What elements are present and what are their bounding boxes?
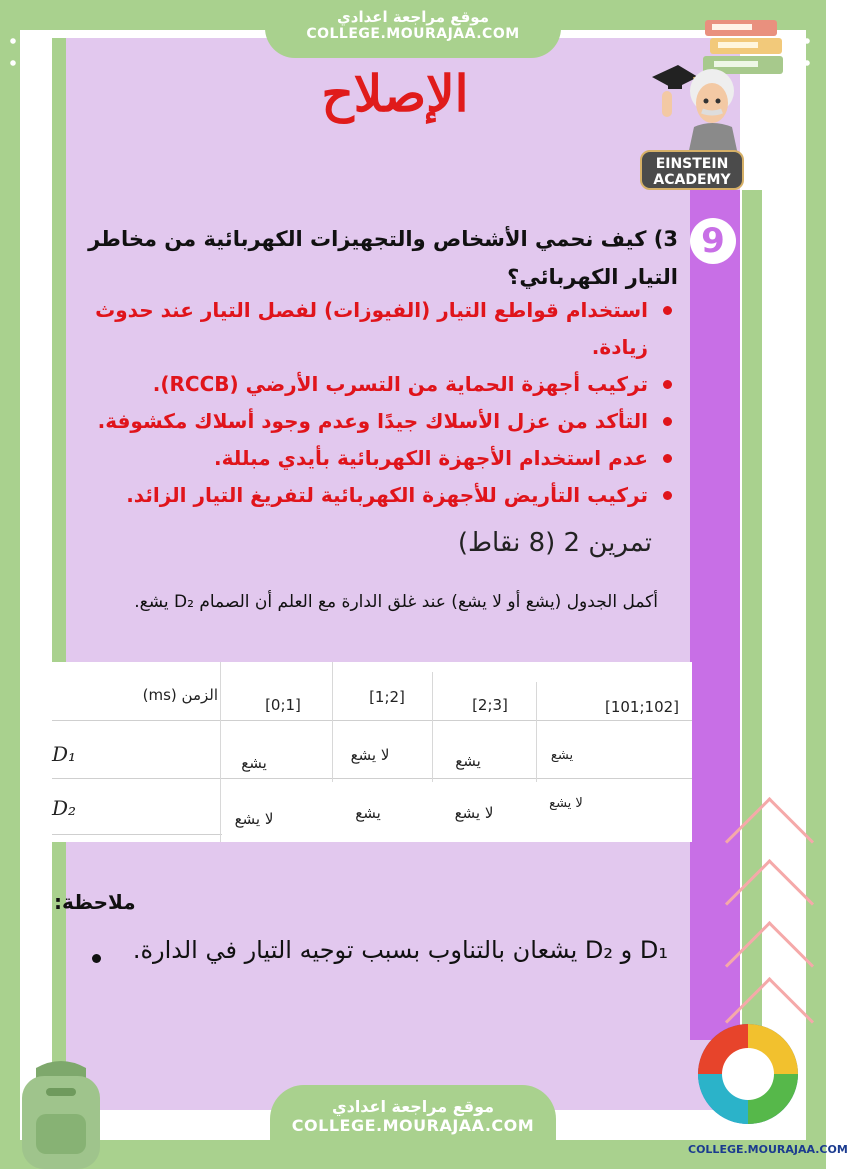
answer-item: تركيب أجهزة الحماية من التسرب الأرضي (RCCB). <box>66 366 678 403</box>
answer-table <box>52 662 692 842</box>
answer-item: تركيب التأريض للأجهزة الكهربائية لتفريغ التيار الزائد. <box>66 477 678 514</box>
table-divider <box>52 778 692 779</box>
wheel-caption[interactable]: COLLEGE.MOURAJAA.COM <box>688 1143 848 1156</box>
table-divider <box>536 682 537 782</box>
table-cell: لا يشع <box>454 804 494 822</box>
answer-item: استخدام قواطع التيار (الفيوزات) لفصل التيار عند حدوث زيادة. <box>66 292 678 366</box>
bottom-site-url[interactable]: COLLEGE.MOURAJAA.COM <box>291 1116 535 1135</box>
table-cell: لا يشع <box>350 746 390 764</box>
note-title: ملاحظة: <box>54 890 136 914</box>
table-interval: [2;3] <box>472 696 508 714</box>
table-cell: يشع <box>355 804 381 822</box>
table-interval: [0;1] <box>265 696 301 714</box>
answer-item: التأكد من عزل الأسلاك جيدًا وعدم وجود أسلاك مكشوفة. <box>66 403 678 440</box>
note-text: D₁ و D₂ يشعان بالتناوب بسبب توجيه التيار في الدارة. <box>132 936 668 964</box>
table-divider <box>52 834 222 835</box>
top-site-banner[interactable] <box>265 0 561 58</box>
table-row-label-d1: D₁ <box>52 742 77 766</box>
answer-item: عدم استخدام الأجهزة الكهربائية بأيدي مبللة. <box>66 440 678 477</box>
table-header-time: الزمن (ms) <box>142 686 218 704</box>
table-divider <box>432 672 433 782</box>
top-site-name: موقع مراجعة اعدادي <box>337 8 489 26</box>
table-cell: لا يشع <box>549 796 583 811</box>
decorative-chevrons <box>730 790 820 1040</box>
answer-list <box>66 292 678 514</box>
table-cell: يشع <box>550 748 574 763</box>
table-divider <box>52 720 692 721</box>
table-divider <box>332 662 333 782</box>
table-interval: [1;2] <box>369 688 405 706</box>
logo-line2: ACADEMY <box>653 172 731 188</box>
left-green-strip <box>52 38 66 1110</box>
exercise-instruction: أكمل الجدول (يشع أو لا يشع) عند غلق الدارة مع العلم أن الصمام D₂ يشع. <box>134 592 658 612</box>
table-row-label-d2: D₂ <box>52 796 77 820</box>
bottom-site-name: موقع مراجعة اعدادي <box>331 1097 495 1116</box>
bottom-site-banner[interactable] <box>270 1085 556 1155</box>
table-cell: يشع <box>241 754 267 772</box>
logo-line1: EINSTEIN <box>655 156 729 172</box>
table-interval: [101;102] <box>604 698 680 716</box>
page-number: 9 <box>701 221 725 261</box>
page-title: الإصلاح <box>321 64 469 123</box>
backpack-icon <box>6 1058 116 1169</box>
einstein-mascot-icon <box>648 55 744 155</box>
table-cell: لا يشع <box>234 810 274 828</box>
table-cell: يشع <box>455 752 481 770</box>
einstein-academy-logo <box>640 150 744 190</box>
subjects-wheel-logo <box>696 1022 800 1126</box>
exercise-heading: تمرين 2 (8 نقاط) <box>457 528 652 558</box>
top-site-url[interactable]: COLLEGE.MOURAJAA.COM <box>306 26 520 42</box>
question-text: 3) كيف نحمي الأشخاص والتجهيزات الكهربائية من مخاطر التيار الكهربائي؟ <box>88 227 678 289</box>
table-divider <box>220 662 221 842</box>
page-number-badge <box>690 218 736 264</box>
